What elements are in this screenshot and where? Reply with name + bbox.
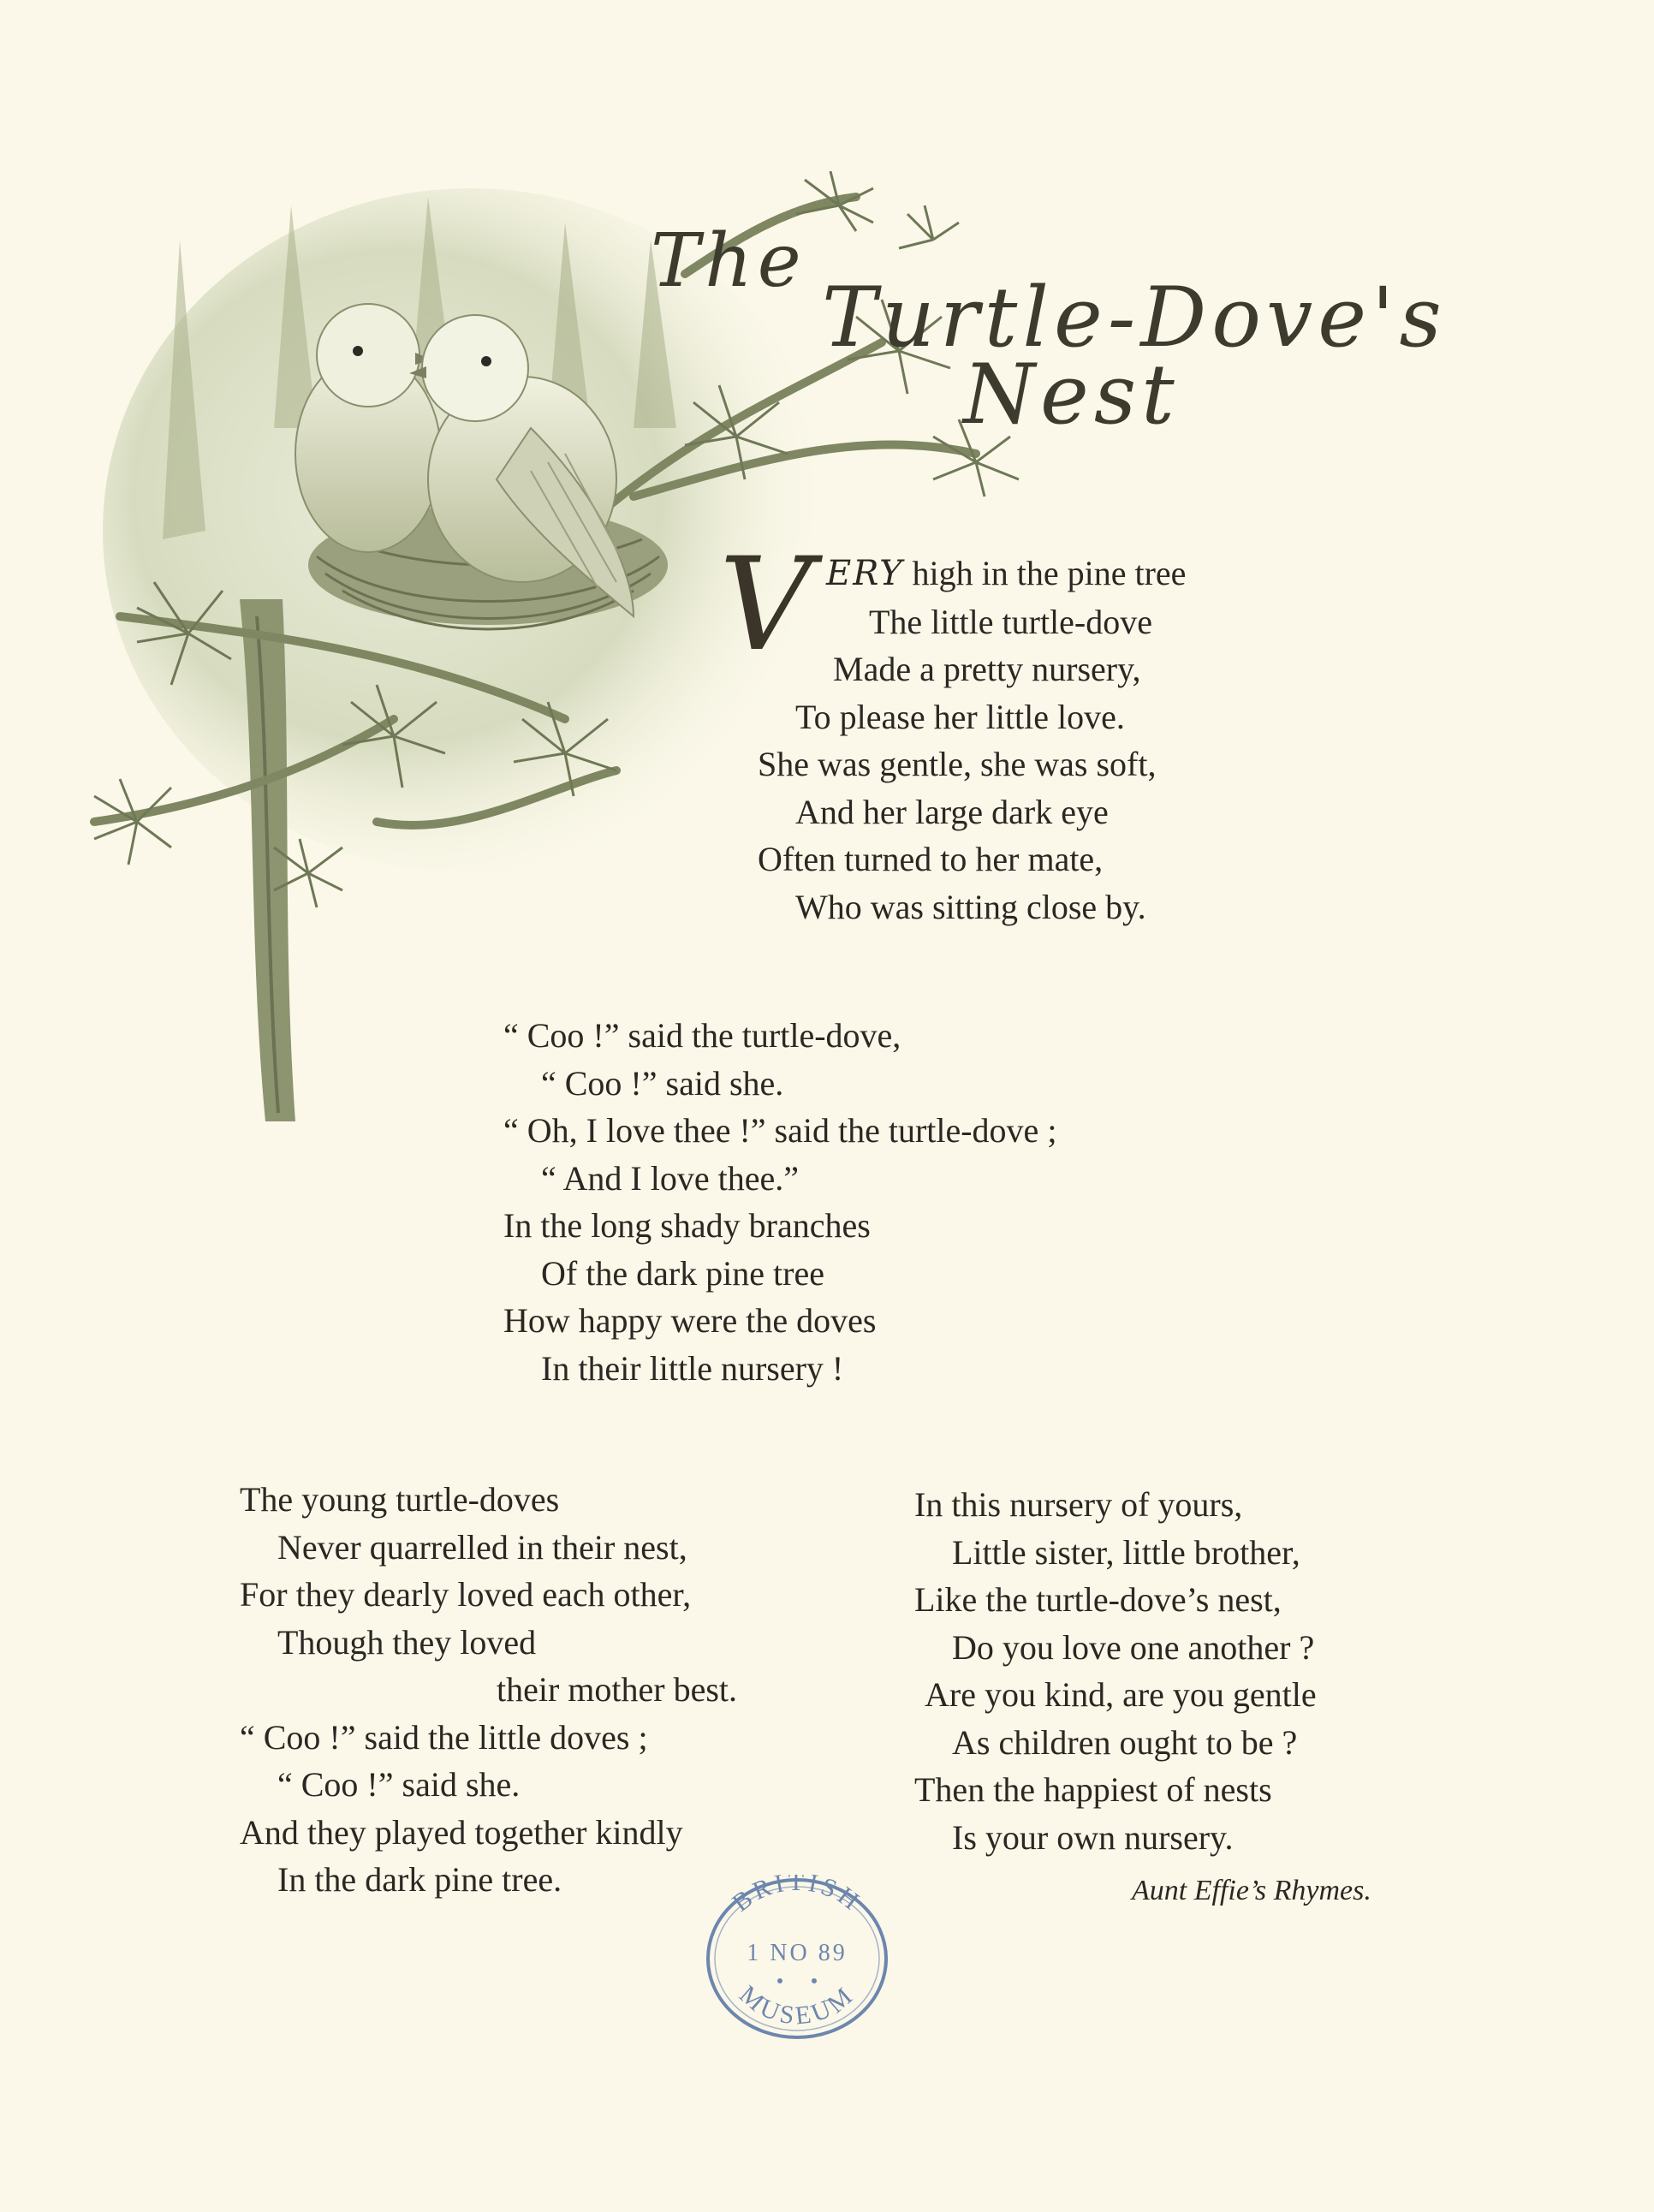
poem-line: “ Coo !” said she.: [541, 1063, 784, 1103]
poem-line: In the long shady branches: [503, 1206, 871, 1245]
poem-line: Is your own nursery.: [952, 1817, 1234, 1857]
poem-line: “ And I love thee.”: [541, 1158, 799, 1198]
poem-line: “ Coo !” said she.: [277, 1765, 521, 1804]
poem-line: And her large dark eye: [795, 792, 1109, 831]
poem-line: Made a pretty nursery,: [833, 650, 1141, 688]
stanza-4: [914, 1481, 1317, 1861]
drop-cap-letter: V: [719, 531, 812, 680]
poem-line: And they played together kindly: [240, 1812, 683, 1852]
poem-line: For they dearly loved each other,: [240, 1575, 692, 1614]
poem-line: Then the happiest of nests: [914, 1770, 1272, 1809]
poem-line: Are you kind, are you gentle: [925, 1675, 1317, 1714]
poem-line: She was gentle, she was soft,: [758, 745, 1157, 783]
stamp-date: 1 NO 89: [747, 1940, 848, 1966]
attribution: Aunt Effie’s Rhymes.: [1132, 1875, 1371, 1906]
poem-line: As children ought to be ?: [952, 1722, 1298, 1762]
poem-line: In the dark pine tree.: [277, 1860, 562, 1899]
poem-line: ERY high in the pine tree: [826, 554, 1187, 593]
museum-stamp: [700, 1875, 894, 2043]
poem-line: The young turtle-doves: [240, 1480, 560, 1519]
poem-line: Though they loved: [277, 1622, 537, 1662]
poem-line: their mother best.: [497, 1670, 738, 1709]
svg-text:BRITISH: BRITISH: [727, 1875, 867, 1918]
poem-line: Who was sitting close by.: [795, 887, 1146, 926]
poem-line: “ Coo !” said the little doves ;: [240, 1717, 648, 1757]
poem-line: In their little nursery !: [541, 1348, 844, 1388]
poem-line: Never quarrelled in their nest,: [277, 1527, 687, 1567]
first-word-rest: ERY: [826, 554, 904, 593]
svg-text:MUSEUM: MUSEUM: [734, 1980, 860, 2031]
poem-line: Do you love one another ?: [952, 1627, 1315, 1667]
poem-line: Little sister, little brother,: [952, 1532, 1300, 1572]
poem-line: “ Coo !” said the turtle-dove,: [503, 1016, 901, 1055]
title-word-turtle-doves: Turtle-Dove's: [822, 270, 1447, 366]
title-word-the: The: [651, 218, 806, 304]
stanza-1: [758, 550, 1186, 931]
poem-line: Of the dark pine tree: [541, 1253, 824, 1293]
poem-line: To please her little love.: [795, 697, 1125, 736]
poem-line: Often turned to her mate,: [758, 840, 1104, 878]
poem-line: “ Oh, I love thee !” said the turtle-dove ;: [503, 1111, 1057, 1150]
stanza-2: [503, 1012, 1056, 1392]
poem-line: How happy were the doves: [503, 1301, 877, 1340]
poem-line: In this nursery of yours,: [914, 1485, 1243, 1524]
poem-line: Like the turtle-dove’s nest,: [914, 1580, 1282, 1619]
poem-line: The little turtle-dove: [869, 602, 1152, 641]
title-word-nest: Nest: [963, 347, 1180, 443]
stanza-3: [240, 1476, 737, 1904]
